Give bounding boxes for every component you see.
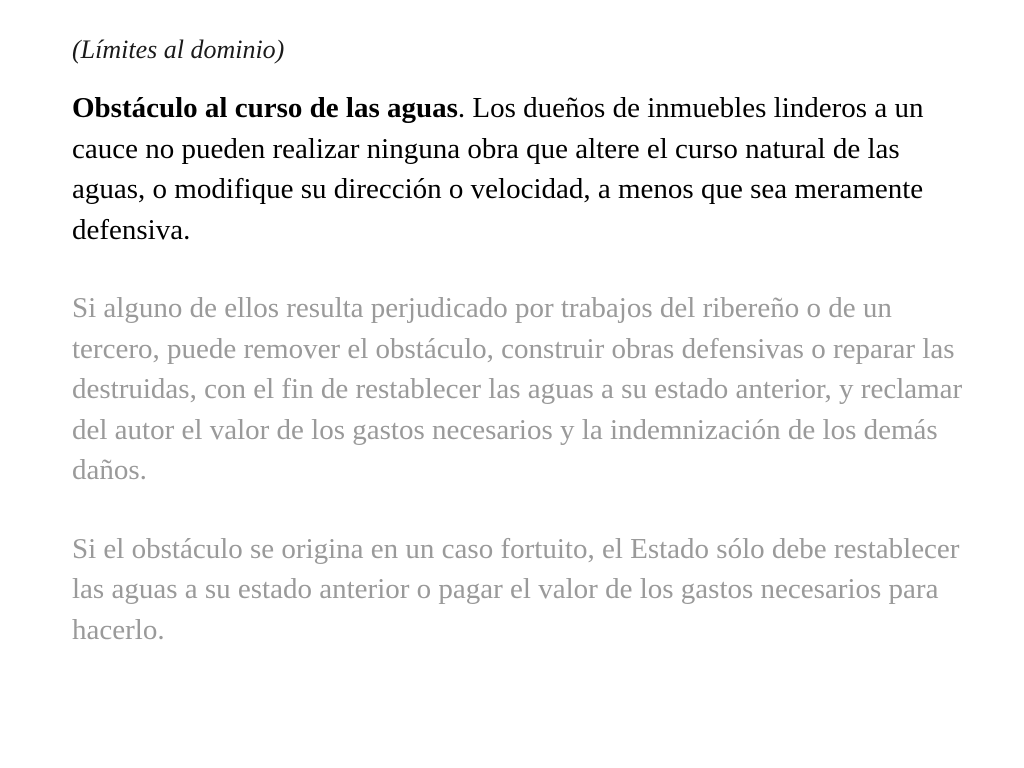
paragraph-body-text: . Los dueños de inmuebles linderos a un cauce no pueden realizar ninguna obra que altere el curso natural de las aguas, o modifique su dirección o velocidad, a menos que sea meramente defensiva.: [72, 92, 924, 246]
paragraph-damage-remedy: Si alguno de ellos resulta perjudicado por trabajos del ribereño o de un tercero, puede remover el obstáculo, construir obras defensivas o reparar las destruidas, con el fin de restablecer las aguas a su estado anterior, y reclamar del autor el valor de los gastos necesarios y la indemnización de los demás daños.: [72, 292, 963, 486]
paragraph-lead-term: Obstáculo al curso de las aguas: [72, 92, 458, 124]
slide-subtitle: (Límites al dominio): [72, 35, 285, 64]
paragraph-obstacle-definition: [72, 88, 972, 250]
paragraph-fortuitous-case: Si el obstáculo se origina en un caso fortuito, el Estado sólo debe restablecer las aguas a su estado anterior o pagar el valor de los gastos necesarios para hacerlo.: [72, 532, 960, 646]
slide-content: [72, 30, 972, 688]
